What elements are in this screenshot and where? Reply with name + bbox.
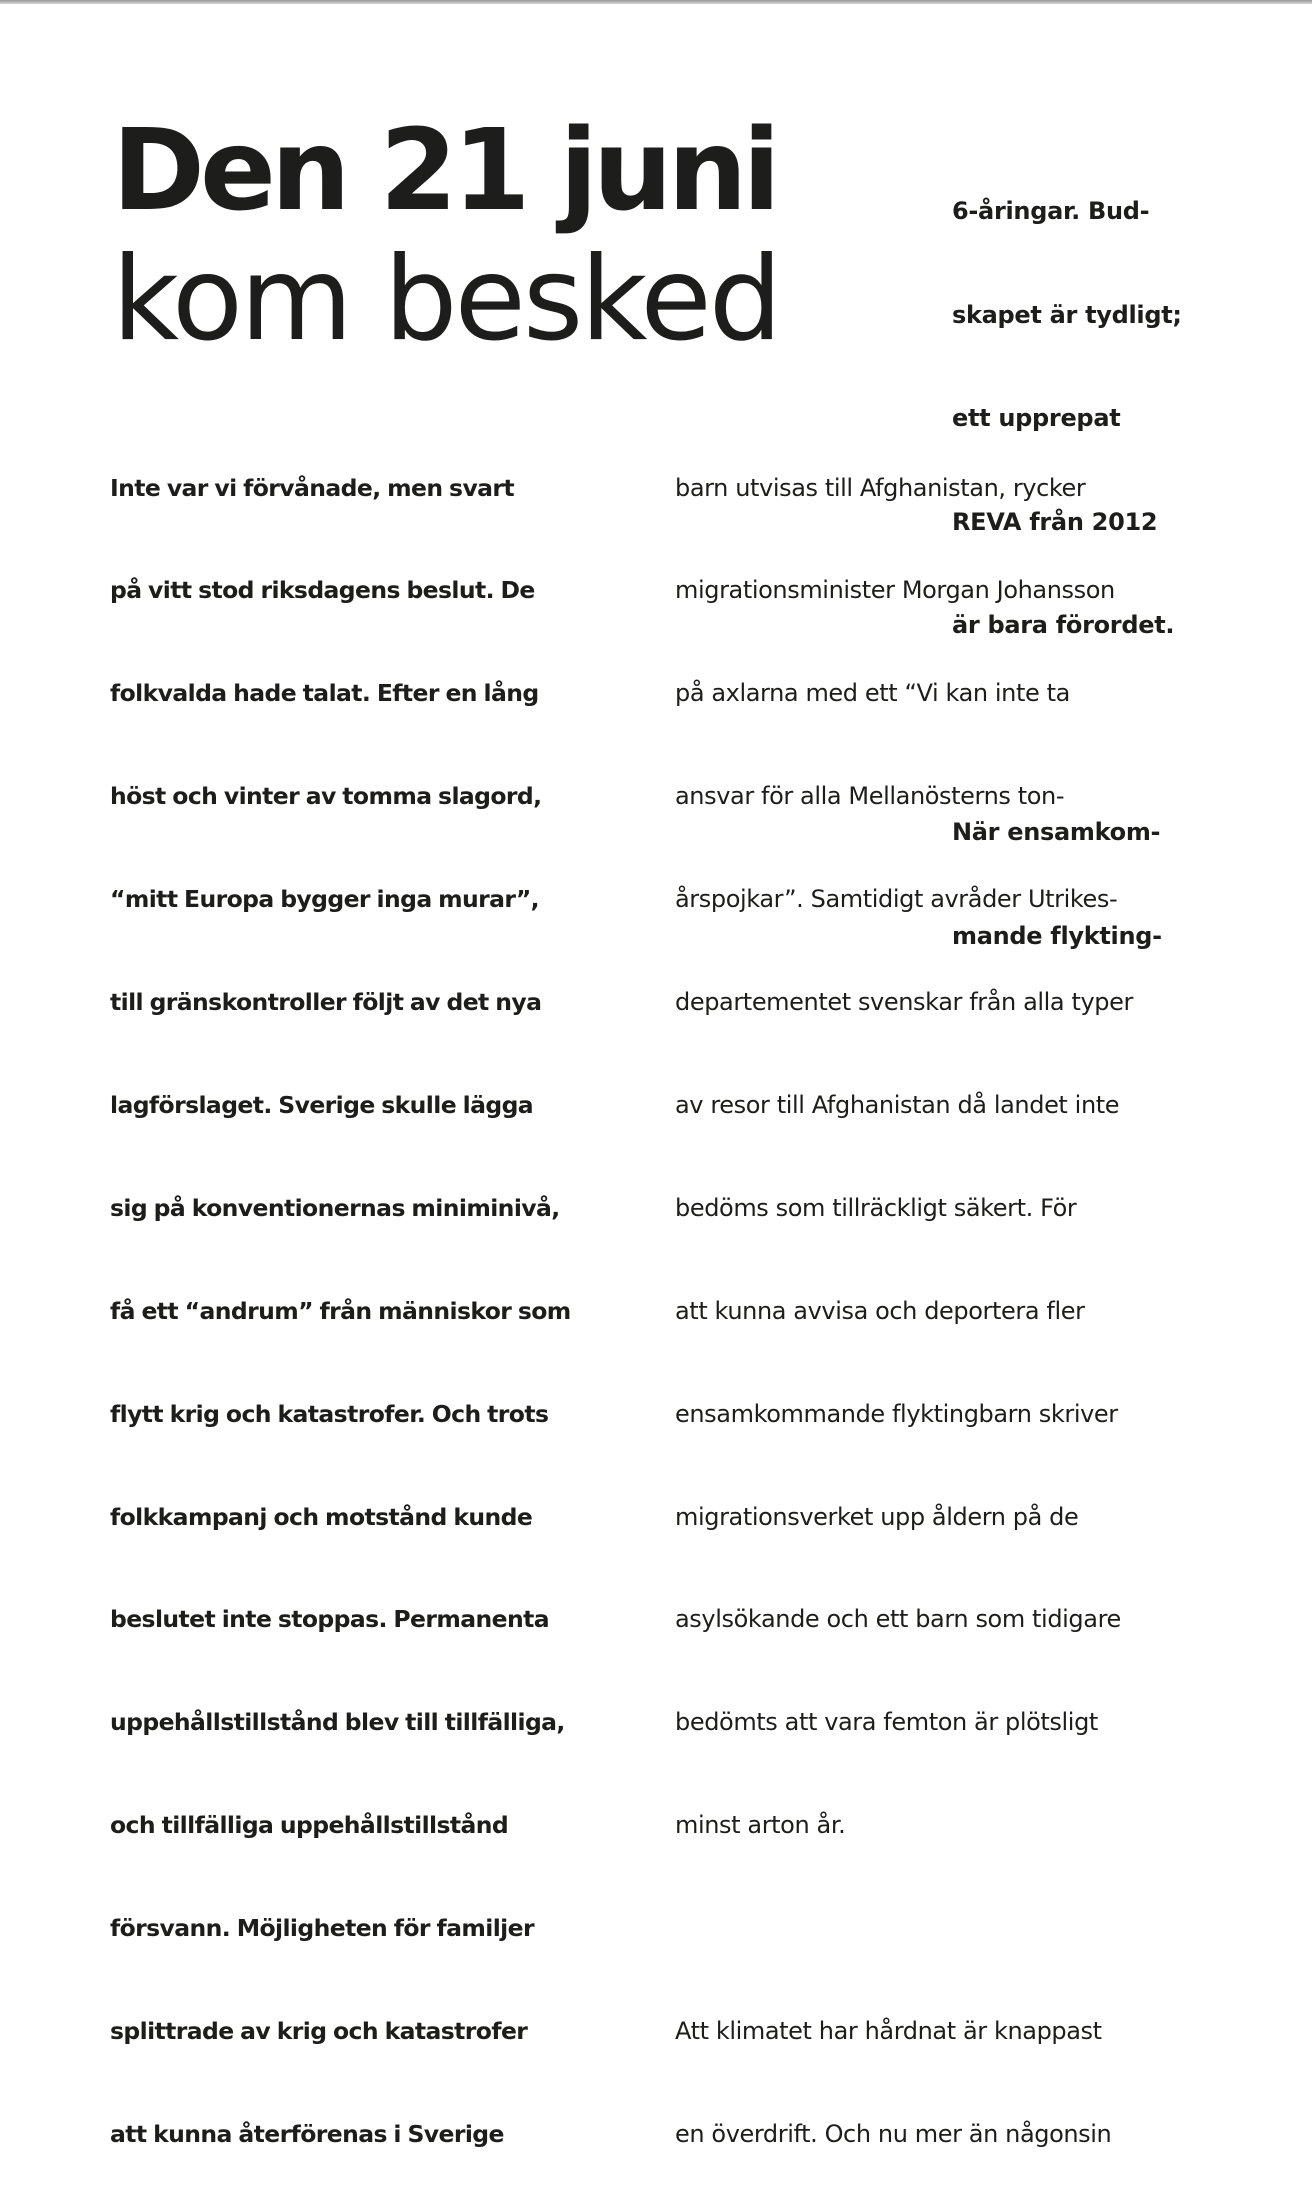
lead-line: folkkampanj och motstånd kunde [110, 1502, 533, 1531]
side-line: ett upprepat [952, 404, 1121, 432]
side-line: är bara förordet. [952, 611, 1175, 639]
body-line: bedömts att vara femton är plötsligt [675, 1708, 1098, 1737]
body-line: årspojkar”. Samtidigt avråder Utrikes- [675, 885, 1118, 914]
body-line: bedöms som tillräckligt säkert. För [675, 1193, 1077, 1222]
headline-line-1: Den 21 juni [112, 106, 776, 236]
headline [112, 106, 872, 367]
body-line: barn utvisas till Afghanistan, rycker [675, 473, 1086, 502]
lead-line: på vitt stod riksdagens beslut. De [110, 576, 535, 605]
lead-line: Inte var vi förvånade, men svart [110, 473, 515, 502]
side-line: När ensamkom- [952, 818, 1161, 846]
lead-line: flytt krig och katastrofer. Och trots [110, 1399, 549, 1428]
lead-line: få ett “andrum” från människor som [110, 1296, 571, 1325]
headline-line-2: kom besked [112, 232, 780, 367]
body-line: ansvar för alla Mellanösterns ton- [675, 782, 1065, 811]
side-line: REVA från 2012 [952, 507, 1158, 536]
lead-line: och tillfälliga uppehållstillstånd [110, 1811, 509, 1840]
paragraph-gap [675, 1911, 1275, 1945]
lead-column [110, 402, 640, 2185]
body-line: Att klimatet har hårdnat är knappast [675, 2016, 1102, 2045]
body-line: minst arton år. [675, 1811, 846, 1840]
body-line: att kunna avvisa och deportera fler [675, 1296, 1085, 1325]
lead-line: lagförslaget. Sverige skulle lägga [110, 1090, 534, 1119]
lead-line: beslutet inte stoppas. Permanenta [110, 1605, 550, 1634]
top-rule [0, 0, 1312, 4]
body-line: ensamkommande flyktingbarn skriver [675, 1399, 1118, 1428]
body-line: departementet svenskar från alla typer [675, 988, 1133, 1017]
body-line: av resor till Afghanistan då landet inte [675, 1090, 1120, 1119]
body-column [675, 402, 1275, 2185]
lead-line: till gränskontroller följt av det nya [110, 988, 542, 1017]
body-line: på axlarna med ett “Vi kan inte ta [675, 679, 1070, 708]
body-line: asylsökande och ett barn som tidigare [675, 1605, 1121, 1634]
lead-line: att kunna återförenas i Sverige [110, 2119, 504, 2148]
side-line: mande flykting- [952, 921, 1162, 950]
lead-line: uppehållstillstånd blev till tillfälliga, [110, 1708, 565, 1737]
side-line: skapet är tydligt; [952, 300, 1182, 329]
lead-line: försvann. Möjligheten för familjer [110, 1914, 534, 1943]
side-line: 6-åringar. Bud- [952, 197, 1150, 225]
lead-line: “mitt Europa bygger inga murar”, [110, 885, 540, 914]
body-line: migrationsminister Morgan Johansson [675, 576, 1115, 605]
lead-line: höst och vinter av tomma slagord, [110, 782, 542, 811]
lead-line: sig på konventionernas miniminivå, [110, 1193, 560, 1222]
body-line: en överdrift. Och nu mer än någonsin [675, 2119, 1112, 2148]
lead-line: folkvalda hade talat. Efter en lång [110, 679, 539, 708]
body-line: migrationsverket upp åldern på de [675, 1502, 1079, 1531]
lead-line: splittrade av krig och katastrofer [110, 2016, 528, 2045]
